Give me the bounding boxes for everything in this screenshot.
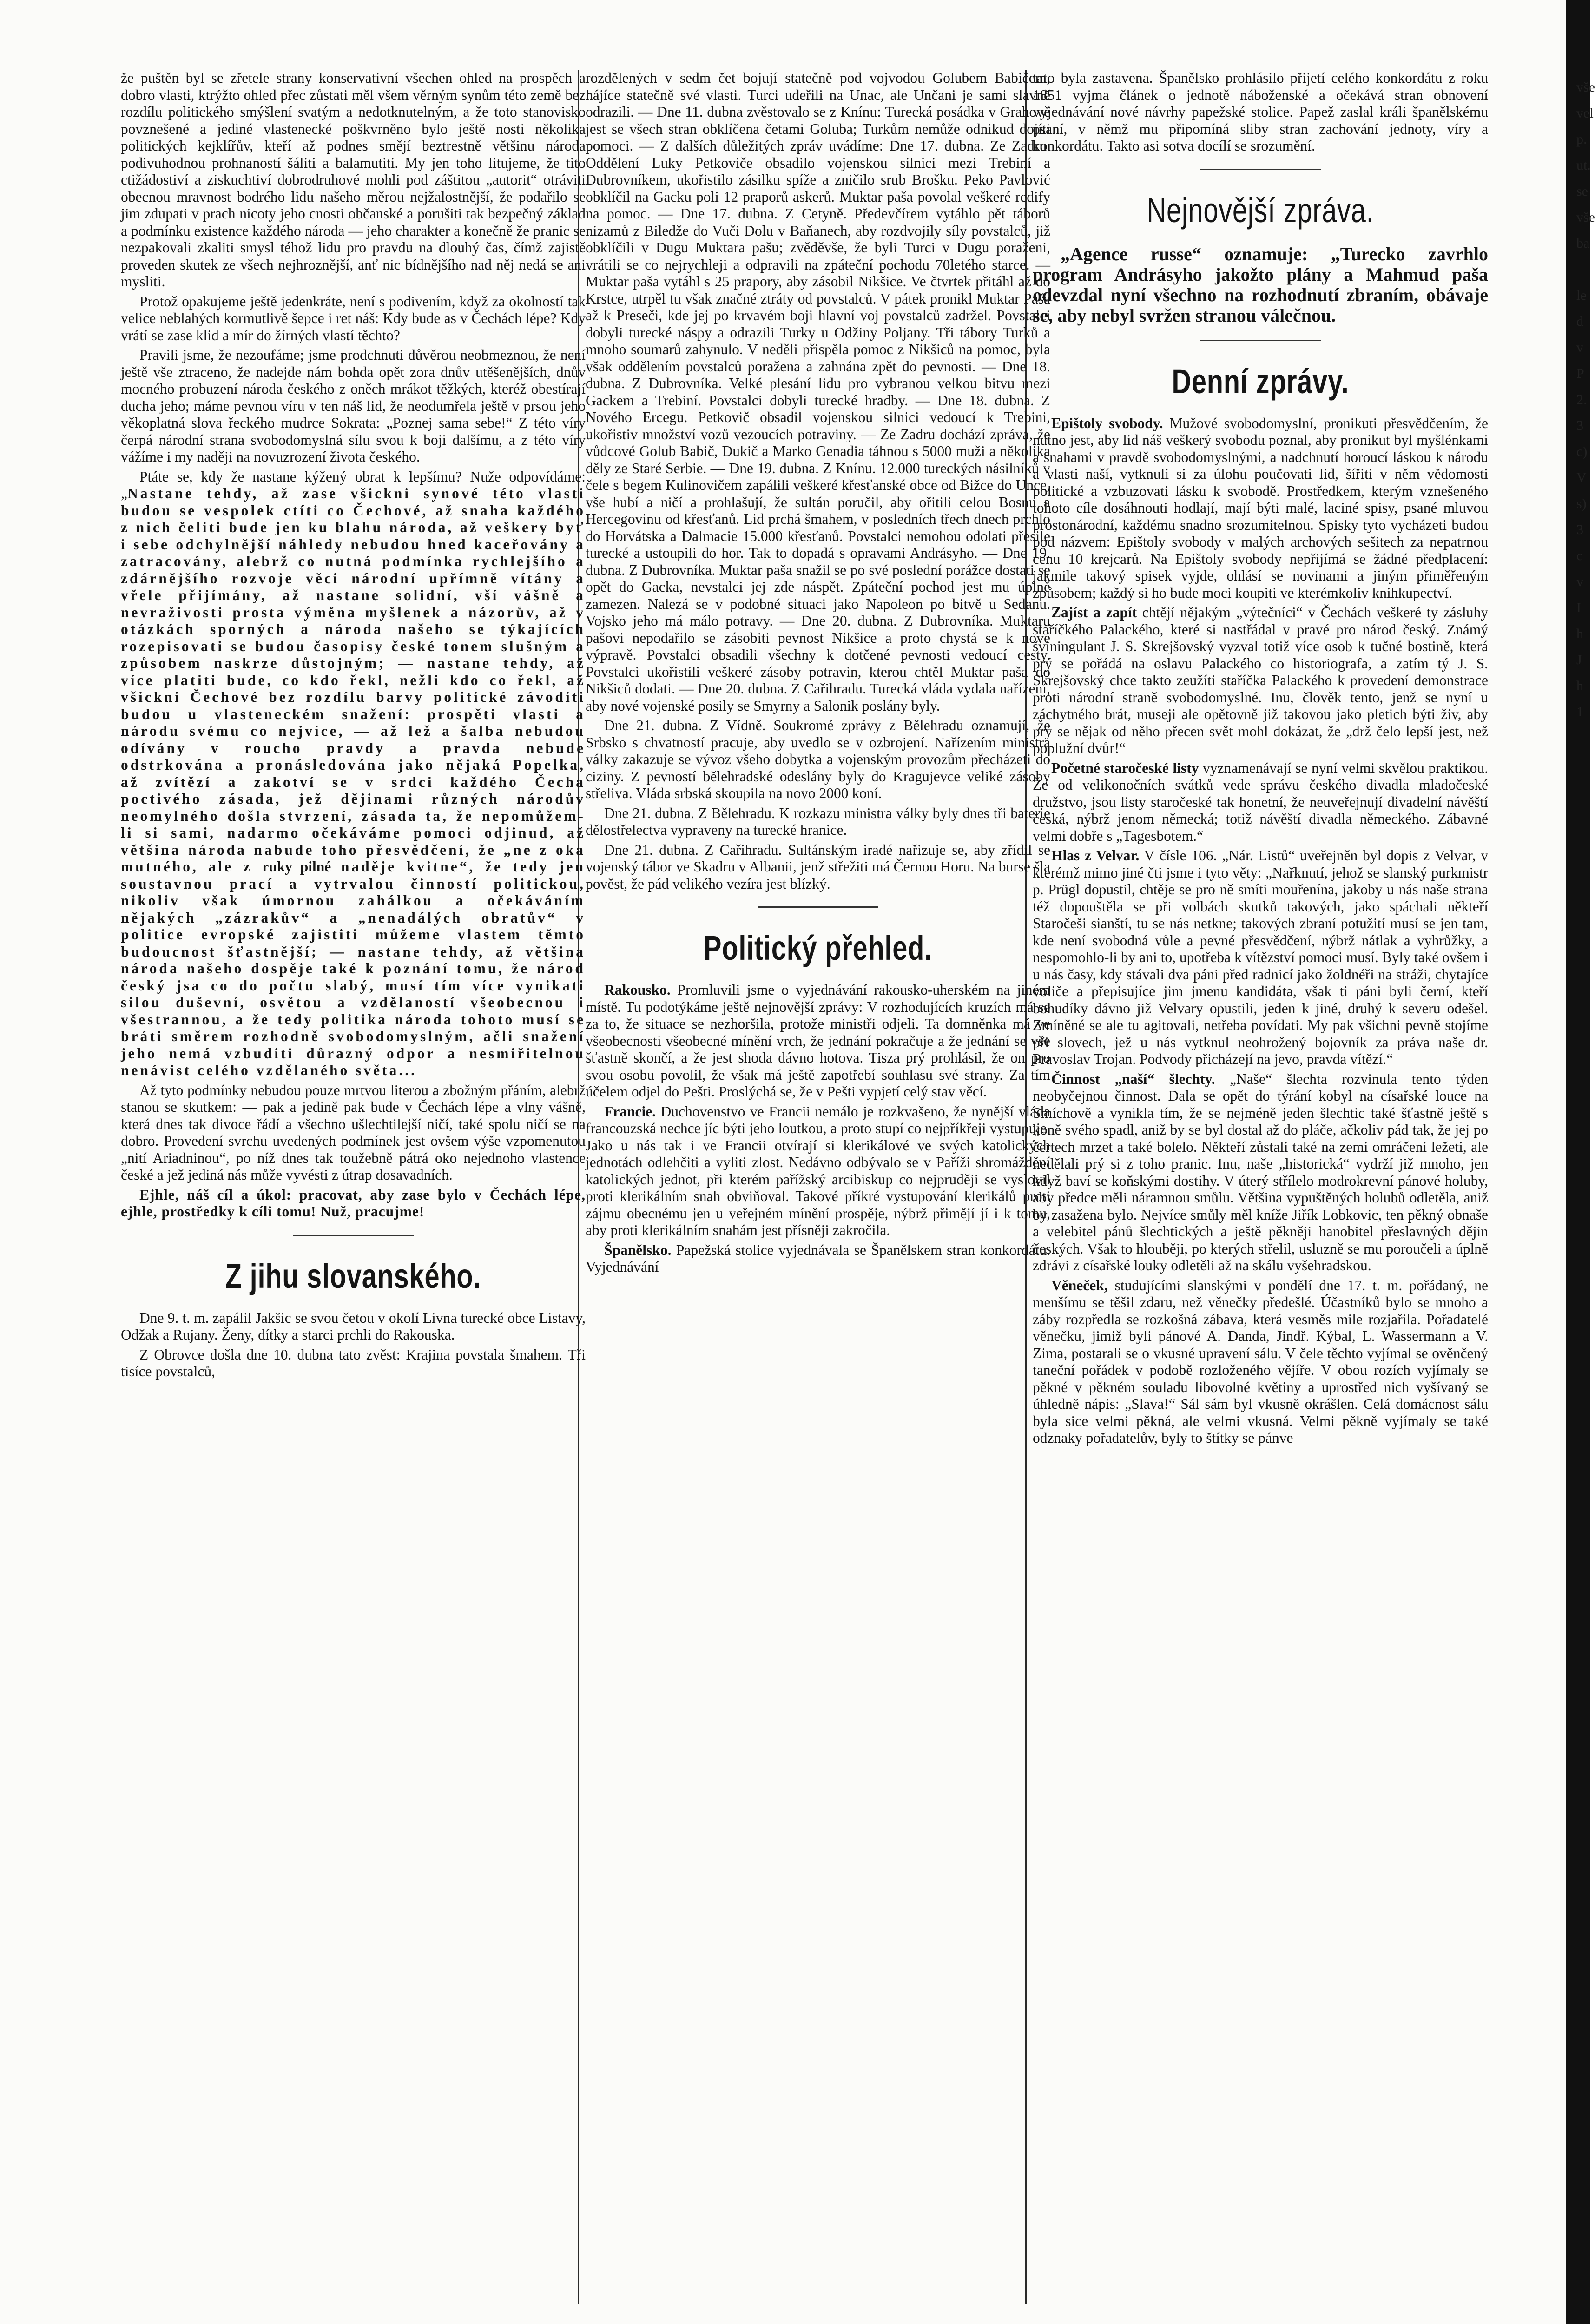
edge-fragment: vše — [1576, 210, 1595, 225]
edge-fragment: P — [1576, 366, 1584, 381]
article-paragraph: Z Obrovce došla dne 10. dubna tato zvěst: Krajina povstala šmahem. Tři tisíce povstalců, — [121, 1346, 586, 1380]
news-item-text: vyznamenávají se nyní velmi skvělou praktikou. Že od velikonočních svátků vede správu českého divadla mladočeské družstvo, jsou listy staročeské tak honetní, že neuveřejnují divadelní návěští česká, nýbrž jenom německá; totiž návěští divadla německého. Zábavné velmi dobře s „Tagesbotem.“ — [1033, 759, 1488, 844]
edge-fragment: p. — [1576, 132, 1587, 147]
section-divider — [293, 1235, 414, 1236]
news-item — [1033, 415, 1488, 602]
section-heading: Z jihu slovanského. — [225, 1256, 481, 1295]
section-divider — [1200, 169, 1321, 170]
edge-fragment: I — [1576, 600, 1581, 615]
column-2 — [586, 70, 1050, 2304]
paragraph-text: Duchovenstvo ve Francii nemálo je rozkvašeno, že nynější vláda francouzská nechce jíc býti jeho loutkou, a proto stupí co nejpříkřeji vystupuje. Jako u nás tak i ve Francii otvírají si klerikálové ve svých katolických jednotách odlehčiti a vyliti zlost. Nedávno odbývalo se v Paříži shromáždění katolických jednot, při kterém pařížský arcibiskup co nejpruději se vyslovil proti klerikálním snah obviňoval. Takové příkré vystupování klerikálů proti zájmu obecnému jen u veřejném mínění prospěje, nýbrž přimějí jí i k tomu, aby proti klerikálním snahám jest přísněji zakročila. — [586, 1103, 1050, 1238]
spaced-emphasis-text: naděje kvitne“, že tedy jen soustavnou prací a vytrvalou činností politickou, nikoliv však úmornou zahálkou a očekáváním nějakých „zázrakův“ a „nenadálých obratův“ v politice evropské zajistiti můžeme vlastem těmto budoucnost šťastnější; — nastane tehdy, až většina národa našeho dospěje také k poznání tomu, že národ český jsa co do počtu slabý, musí tím více vynikati silou duševní, osvětou a vzdělaností všeobecnou i všestrannou, a že tedy politika národa tohoto musí se bráti směrem rozhodně svobodomyslným, ačli snažení jeho nemá vzbuditi důrazný odpor a nesmiřitelnou nenávist celého vzdělaného světa... — [121, 858, 586, 1078]
news-item — [1033, 1277, 1488, 1447]
paragraph-text: Ptáte se, kdy že nastane kýžený obrat k lepšímu? Nuže odpovídáme: „ — [121, 468, 586, 502]
adjacent-page-edge — [1576, 74, 1595, 720]
article-paragraph — [586, 982, 1050, 1101]
edge-fragment: 2. — [1576, 392, 1587, 407]
article-paragraph — [586, 1103, 1050, 1239]
news-item-title: Činnost „naší“ šlechty. — [1051, 1070, 1215, 1087]
edge-fragment: s) — [1576, 496, 1587, 511]
column-1 — [121, 70, 586, 2304]
news-item-title: Věneček, — [1051, 1277, 1108, 1294]
article-paragraph: Protož opakujeme ještě jedenkráte, není s podivením, když za okolností tak velice neblahých kormutlivě šepce i ret náš: Kdy bude as v Čechách lépe? Kdy vrátí se zase klid a mír do žírných vlastí těchto? — [121, 293, 586, 343]
section-heading: Nejnovější zpráva. — [1147, 191, 1374, 230]
section-divider — [758, 906, 878, 908]
column-3 — [1033, 70, 1488, 2304]
spaced-emphasis-text: Nastane tehdy, až zase všickni synové této vlasti budou se vespolek ctíti co Čechové, až snaha každého z nich čeliti bude jen ku blahu národa, až veškery byť i sebe odchylnější náhledy nebudou hned kaceřovány a zatracovány, alebrž co nutná podmínka rychlejšího a zdárnějšího rozvoje věci národní upřímně vítány a vřele přijímány, až nastane solidní, vší vášně a nevraživosti prosta výměna myšlenek a názorův, až v otázkách sporných a národa našeho se týkajících rozepisovati se budou časopisy české tonem slušným a způsobem naskrze důstojným; — nastane tehdy, až více platiti bude, co kdo řekl, nežli kdo co řekl, až všickni Čechové bez rozdílu barvy politické závoditi budou u vlasteneckém snažení: prospěti vlasti a národu svému co nejvíce, — až lež a šalba nebudou odívány v roucho pravdy a pravda nebude odstrkována a pronásledována jako nějaká Popelka, až zvítězí a zakotví se v srdci každého Čecha poctivého zásada, jež dějinami různých národův neomylného došla stvrzení, zásada ta, že nepomůžem-li si sami, nadarmo očekáváme pomoci odjinud, až většina národa nabude toho přesvědčení, že „ne z oka mutného, ale z — [121, 485, 586, 875]
news-item — [1033, 604, 1488, 757]
edge-fragment: vel — [1576, 106, 1594, 121]
bold-emphasis-text: ruky pilné — [262, 858, 331, 875]
paragraph-lead: Francie. — [604, 1103, 656, 1120]
article-paragraph: Dne 21. dubna. Z Bělehradu. K rozkazu ministra války byly dnes tři baterie dělostřelectva vypraveny na turecké hranice. — [586, 805, 1050, 838]
section-divider — [1200, 340, 1321, 341]
edge-fragment: J — [1576, 652, 1582, 667]
edge-fragment: V — [1576, 470, 1587, 485]
edge-fragment: d — [1576, 314, 1583, 329]
edge-fragment: c) — [1576, 444, 1588, 459]
article-paragraph: Dne 21. dubna. Z Cařihradu. Sultánským iradé nařizuje se, aby zřídil se vojenský tábor ve Skadru v Albanii, jenž střežiti má Černou Horu. Na burse šla pověst, že pád velikého vezíra jest blízký. — [586, 841, 1050, 892]
paragraph-text: Papežská stolice vyjednávala se Španělskem stran konkordátu. Vyjednávání — [586, 1241, 1050, 1275]
news-item-title: Početné staročeské listy — [1051, 759, 1199, 776]
article-paragraph: Pravili jsme, že nezoufáme; jsme prodchnuti důvěrou neobmeznou, že není ještě vše ztraceno, že nadejde nám bohda opět zora dnův utěšenějších, dnův mocného probuzení národa českého z oněch mrákot těžkých, kteréž obestírají ducha jeho; máme pevnou víru v ten náš lid, že neodumřela ještě v prsou jeho věkoplatná slova řeckého mudrce Sokrata: „Poznej sama sebe!“ Z této víry čerpá národní strana svobodomyslná sílu svou k boji dalšímu, a z této víry vážíme i my naději na novuzrození života českého. — [121, 347, 586, 465]
edge-fragment: v — [1576, 340, 1583, 355]
edge-fragment: h — [1576, 626, 1583, 641]
edge-fragment: 3 — [1576, 418, 1583, 433]
paragraph-lead: Rakousko. — [604, 982, 671, 998]
article-paragraph: tato byla zastavena. Španělsko prohlásilo přijetí celého konkordátu z roku 1851 vyjma článek o jednotě náboženské a očekává stran obnovení vyjednávání nové návrhy papežské stolice. Papež zaslal králi španělskému psaní, v němž mu připomíná sliby stran zachování jednoty, víry a konkordátu. Takto asi sotva docílí se srozumění. — [1033, 70, 1488, 154]
news-item — [1033, 847, 1488, 1068]
news-item-text: studujícími slanskými v pondělí dne 17. t. m. pořádaný, ne menšímu se těšil zdaru, než věnečky předešlé. Účastníků bylo se mnoho a záby rozpředla se rozkošná zábava, která vesměs mile rozjařila. Pořadatelé věnečku, jimiž byli pánové A. Danda, Jindř. Kýbal, L. Wassermann a V. Zima, postarali se o vkusné upravení sálu. V čele těchto vyjímal se ověnčený taneční pořádek v podobě rozloženého vějíře. V obou rozích vyjímaly se pěkné v pěkném souladu libovolné květiny a uprostřed nich vyšívaný se úhledně nápis: „Slava!“ Sál sám byl vkusně okrášlen. Celá domácnost sálu byla sice velmi pěkná, ale velmi vkusná. Velmi pěkně vyjímaly se také odznaky pořadatelův, byly to štítky se pánve — [1033, 1277, 1488, 1446]
news-item-text: chtějí nějakým „výtečníci“ v Čechách veškeré ty zásluhy staříčkého Palackého, které si nastřádal v pravé pro národ český. Známý šviningulant J. S. Skrejšovský vyzval totiž více osob k tučné bostině, která prý se pořádá na oslavu Palackého co historiografa, a zatím tý J. S. Skrejšovský chce takto zeužíti staříčka Palackého k provedení demonstrace proti národní straně svobodomyslné. Inu, člověk tento, jenž se nyní u záchytného brát, museji ale opětovně již takovou jako pletich býti živ, aby prý se nějak od něho přecen svět mohl dokázat, že „drž čelo lepší jest, než poplužní dvůr!“ — [1033, 604, 1488, 756]
edge-fragment: vše — [1576, 79, 1595, 95]
article-paragraph — [586, 1242, 1050, 1276]
breaking-news-text: „Agence russe“ oznamuje: „Turecko zavrhlo program Andrásyho jakožto plány a Mahmud paša odevzdal nyní všechno na rozhodnutí zbraním, obávaje se, aby nebyl svržen stranou válečnou. — [1033, 243, 1488, 326]
edge-fragment: le — [1576, 288, 1587, 303]
news-item-title: Hlas z Velvar. — [1051, 847, 1140, 864]
edge-fragment: ba — [1576, 236, 1590, 251]
edge-fragment: v — [1576, 574, 1583, 589]
article-paragraph: rozdělených v sedm čet bojují statečně pod vojvodou Golubem Babičem, hájíce statečně své vlasti. Turci udeřili na Unac, ale Unčani je sami slavně odrazili. — Dne 11. dubna zvěstovalo se z Knínu: Turecká posádka v Grahově jest se všech stran obklíčena četami Goluba; Turkům nemůže odnikud dojíti pomoci. — Z dalších důležitých zpráv uvádíme: Dne 17. dubna. Ze Zadru. Oddělení Luky Petkoviče obsadilo vojenskou silnici mezi Trebiní a Dubrovníkem, ukořistilo zásilku spíže a zničilo srub Brošku. Peko Pavlović obklíčil na Gacku poli 12 praporů askerů. Muktar paša povolal veškeré redify na pomoc. — Dne 17. dubna. Z Cetyně. Předevčírem vytáhlo pět táborů nizamů z Biledže do Vuči Dolu v Baňanech, aby rozdvojily síly povstalců, již obklíčili v Dugu Muktara pašu; zvěděvše, že byli Turci v Dugu poraženi, vrátili se co nejrychleji a odpravili na zpáteční pochodu 70letého starce. — Muktar paša vytáhl s 25 prapory, aby zásobil Nikšice. Ve čtvrtek přitáhl až do Krstce, utrpěl tu však značné ztráty od povstalců. V pátek pronikl Muktar Paša až k Preseči, kde jej po krvavém boji hlavní voj povstalců zadržel. Povstalci dobyli turecké náspy a odrazili Turky u Odžiny Poljany. Tři tábory Turků a mnoho soumarů zahynulo. V neděli přispěla pomoc z Nikšiců na pomoc, byla však oddělením povstalců poražena a zahnána zpět do pevnosti. — Dne 18. dubna. Z Dubrovníka. Velké plesání lidu pro vybranou velkou bitvu mezi Gackem a Trebiní. Povstalci dobyli turecké hradby. — Dne 18. dubna. Z Nového Ercegu. Petkovič obsadil vojenskou silnici vedoucí k Trebini, ukořistiv množství vozů vezoucích potraviny. — Ze Zadru dochází zpráva, že vůdcové Golub Babič, Dukič a Marko Genadia táhnou s 5000 muži a několika děly ze Staré Serbie. — Dne 19. dubna. Z Knínu. 12.000 tureckých násilníků v čele s begem Kulinovičem zapálili veškeré křesťanské obce od Bižce do Unce, vše hubí a ničí a prohlašují, že sultán poručil, aby ořitili celou Bosnu a Hercegovinu od křesťanů. Lid prchá šmahem, v posledních třech dnech prchlo do Horvátska a Dalmacie 15.000 křesťanů. Povstalci nemohou odolati přesile turecké a ustoupili do hor. Tak to dopadá s opravami Andrásyho. — Dne 19. dubna. Z Dubrovníka. Muktar paša snažil se po své poslední porážce dostati se opět do Gacka, nevstalci jej zde náspět. Zpáteční pochod jest mu úplně zamezen. Nalezá se v podobné situaci jako Napoleon po bitvě u Sedanu. Vojsko jeho má málo potravy. — Dne 20. dubna. Z Dubrovníka. Muktaru pašovi nepodařilo se zásobiti pevnost Nikšice a proto chystá se k nové výpravě. Povstalci obsadili všechny k dotčené pevnosti vedoucí cesty. Povstalci ukořistili veškeré zásoby potravin, kterou chtěl Muktar paša do Nikšiců dodati. — Dne 20. dubna. Z Cařihradu. Turecká vláda vydala nařízení, aby nové vojenské posily se Smyrny a Salonik poslány byly. — [586, 70, 1050, 714]
edge-fragment: 3 — [1576, 522, 1583, 537]
article-paragraph — [121, 469, 586, 1079]
paragraph-text: Promluvili jsme o vyjednávání rakousko-uherském na jiném místě. Tu podotýkáme ještě nejnovější zprávy: V rozhodujících kruzích má se za to, že situace se nezhoršila, protože ministři odjeli. Ta domněnka má ve všeobecnosti všeobecné mínění vrch, že jednání pokračuje a že jednání se vše šťastně skončí, a že jest shoda dávno hotova. Tisza prý prohlásil, že on pro svou osobu povolil, že však má ještě zapotřebí souhlasu své strany. Za tím účelem odjel do Pešti. Proslýchá se, že v Pešti vypjetí celý stav věcí. — [586, 982, 1050, 1100]
news-item-title: Epištoly svobody. — [1051, 415, 1163, 431]
news-item — [1033, 760, 1488, 845]
news-item-text: V čísle 106. „Nár. Listů“ uveřejněn byl dopis z Velvar, v kterémž mimo jiné čti jsme i tyto věty: „Nařknutí, jehož se slanský purkmistr p. Prügl dopustil, chtěje se pro ně smíti mouřenína, jakoby u nás naše strana též dopouštěla se při volbách skutků takových, jako spáchali někteří Staročeši sianští, tu se nás netkne; takových zbraní potužití musí se jen tam, kde není svobodná vůle a pevné přesvědčení, nýbrž nátlak a vyhrůžky, a nespomohlo-li by ani to, upotřeba k vítězství pomoci musí. Byly také ovšem i u nás časy, kdy stávali dva páni před radnicí jako žoldnéři na stráži, chytajíce voliče a přepisujíce jim jmenu kandidáta, však ti páni byli černí, kteří bohudíky dávno již Velvary opustili, jeden k jiné, druhý k severu odešel. Zmíněné se ale tu agitovali, netřeba povídati. My pak všichni pevně stojíme při slovech, jež u nás vytknul neohrožený bojovník za práva naše dr. Pravoslav Trojan. Podvody přicházejí na jevo, pravda vítězí.“ — [1033, 847, 1488, 1067]
edge-fragment: 1 — [1576, 704, 1583, 720]
article-paragraph: že puštěn byl se zřetele strany konservativní všechen ohled na prospěch a dobro vlasti, ktrýžto ohled přec zůstati měl všem věrným synům této země bez rozdílu politického smýšlení svatým a nedotknutelným, a že toto stanovisko povznešené a jediné vlastenecké poškvrněno bylo ještě nosti několika politických kejklířův, kteří až podnes smějí beztrestně většinu národa podivuhodnou prohnaností šáliti a balamutiti. My jen toho litujeme, že tito ctižádostiví a ziskuchtiví dobrodruhové mohli pod záštitou „autorit“ otráviti obecnou mravnost bodrého lidu našeho měrou nejžalostnější, že podařilo se jim zdupati v prach nicoty jeho cnosti občanské a porušiti tak bezpečný základ a podmínku existence každého národa — jeho charakter a konečně že pranic se nezpakovali zkaliti smysl téhož lidu pro pravdu na dlouhý čas, čímž zajistě proveden skutek ze všech nejhroznější, anť nic bídnějšího nad něj nedá se ani mysliti. — [121, 70, 586, 290]
news-item-text: Mužové svobodomyslní, pronikuti přesvědčením, že nutno jest, aby lid náš veškerý svobodu poznal, aby pronikut byl myšlénkami a snahami v pravdě svobodomyslnými, a nadchnutí horoucí láskou k národu a vlasti naší, vytknuli si za úlohu poučovati lid, šířiti v něm vědomosti politické a vzbuzovati lásku k svobodě. Prostředkem, kterým vznešeného tohoto cíle dosáhnouti hodlají, mají býti malé, laciné spisy, psané mluvou prostonárodní, každému snadno srozumitelnou. Spisky tyto vycházeti budou pod názvem: Epištoly svobody v malých archových sešitech za nepatrnou cenu 10 krejcarů. Na Epištoly svobody nepřijímá se žádné předplacení: jakmile takový spisek vyjde, ohlásí se novinami a jiným přiměřeným způsobem; každý si ho bude moci koupiti ve kterémkoliv knihkupectví. — [1033, 415, 1488, 601]
paragraph-lead: Španělsko. — [604, 1241, 672, 1258]
article-paragraph: Dne 21. dubna. Z Vídně. Soukromé zprávy z Bělehradu oznamují, že Srbsko s chvatností pracuje, aby uvedlo se v ozbrojení. Nařízením ministra války zakazuje se vývoz všeho dobytka a vojenským provozům přecházeti do ciziny. Z pevností bělehradské odeslány byly do Kragujevce veliké zásoby střeliva. Vláda srbská skoupila na novo 2000 koní. — [586, 717, 1050, 801]
news-item-title: Zajíst a zapít — [1051, 604, 1137, 621]
article-paragraph: Ejhle, náš cíl a úkol: pracovat, aby zase bylo v Čechách lépe, ejhle, prostředky k cíli tomu! Nuž, pracujme! — [121, 1186, 586, 1220]
edge-fragment: c — [1576, 548, 1583, 563]
section-heading: Politický přehled. — [704, 929, 932, 967]
article-paragraph: Dne 9. t. m. zapálil Jakšic se svou četou v okolí Livna turecké obce Listavy, Odžak a Rujany. Ženy, dítky a starci prchli do Rakouska. — [121, 1309, 586, 1343]
edge-fragment: se — [1576, 184, 1588, 199]
edge-fragment: ut. — [1576, 158, 1591, 173]
article-paragraph: Až tyto podmínky nebudou pouze mrtvou literou a zbožným přáním, alebrž stanou se skutkem: — pak a jedině pak bude v Čechách lépe a vlny vášně, která dnes tak divoce řádí a všechno ušlechtilejší ničí, také spolu ničí se na dobro. Provedení svrchu uvedených podmínek jest ovšem výše vzpomenutou „nití Ariadninou“, po níž dnes tak toužebně pátrá oko nejednoho vlastence české a jež jediná nás může vyvésti z útrap dosavadních. — [121, 1082, 586, 1183]
edge-fragment: h — [1576, 678, 1583, 693]
section-heading: Denní zprávy. — [1172, 362, 1349, 401]
edge-fragment — [1576, 257, 1590, 283]
news-item-text: „Naše“ šlechta rozvinula tento týden neobyčejnou činnost. Dala se opět do týrání kobyl na císařské louce na Smíchově a vynikla tím, že se nejméně jeden šlechtic také šťastně ještě s koně svého spadl, aniž by se byl dostal až do pláče, ačkoliv pád tak, že jej po čertech mrzet a také bolelo. Někteří zůstali také na zemi omráčeni ležeti, ale nedělali prý si z toho pranic. Inu, naše „historická“ vydrží již mnoho, jen když baví se koňskými dostihy. V úterý střílelo modrokrevní pánové holuby, aby předce měli náramnou smůlu. Většina vypuštěných holubů odletěla, aniž by zasažena bylo. Nejvíce smůly měl kníže Jiřík Lobkovic, ten pěkný obnaše a velebitel pánů šlechtických a ještě pěkněji hanobitel přeslavných dějin českých. Však to hlouběji, po kterých střelil, usluzně se mu poroučeli a úplně zdrávi z císařské louky odletěli až na skálu vyšehradskou. — [1033, 1070, 1489, 1274]
news-item — [1033, 1071, 1488, 1274]
